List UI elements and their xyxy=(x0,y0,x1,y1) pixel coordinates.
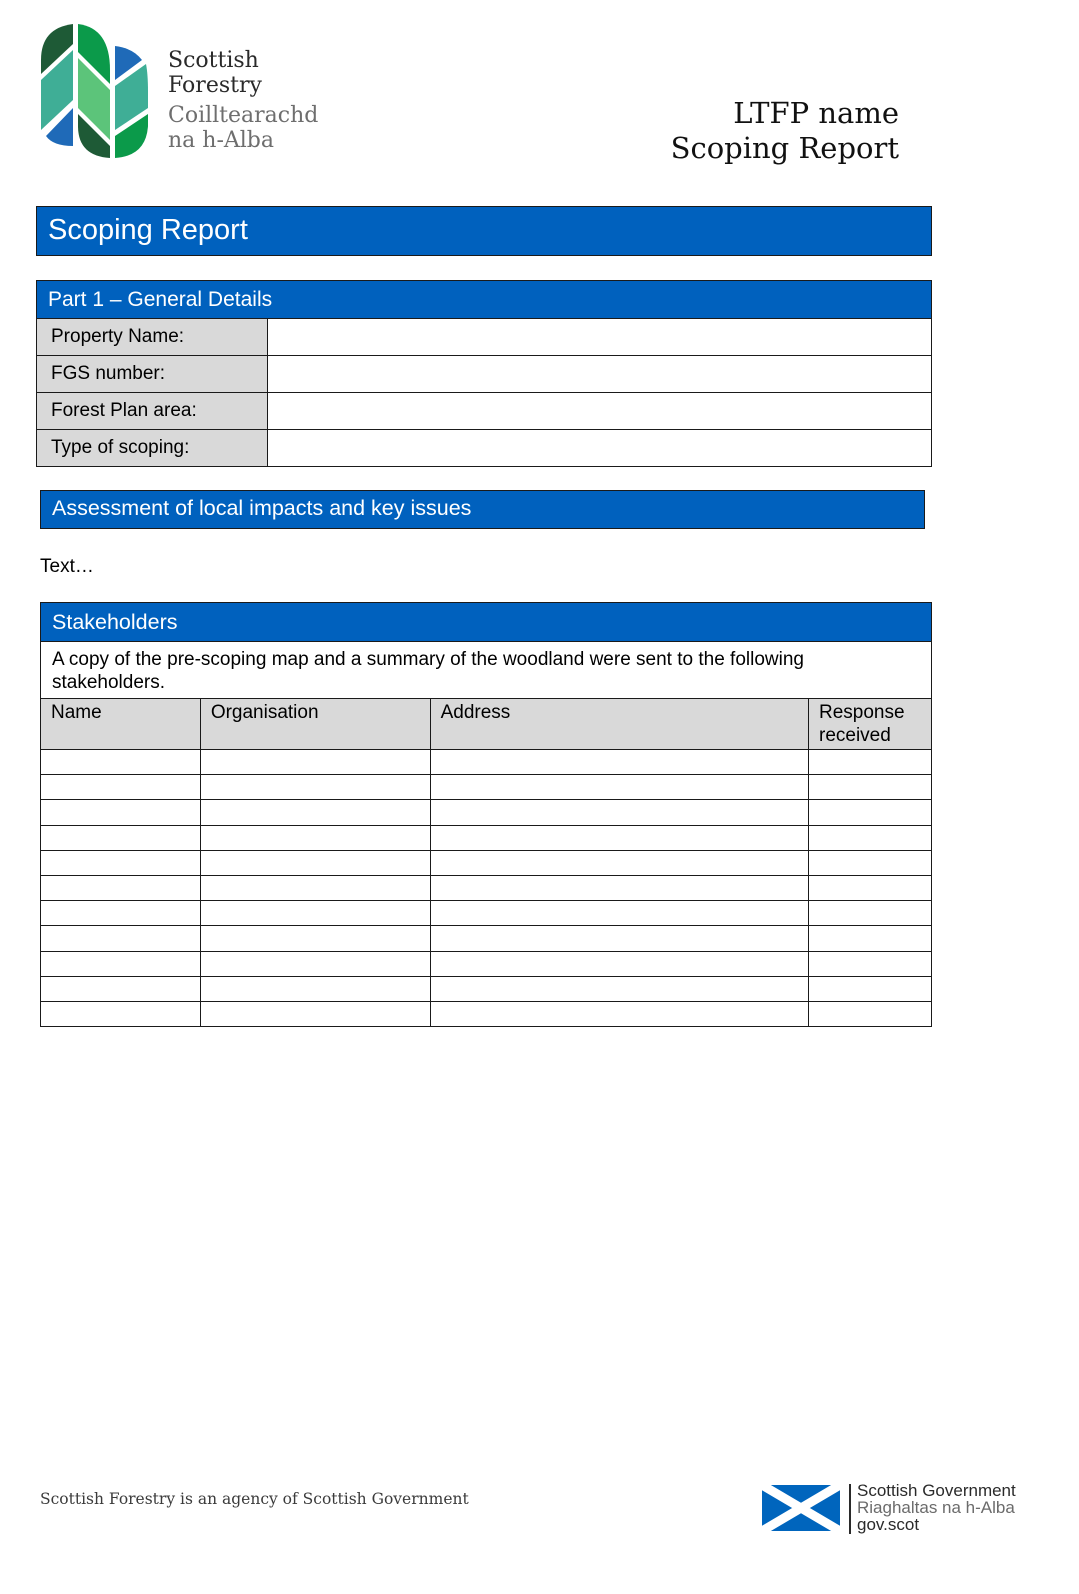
stakeholders-intro: A copy of the pre-scoping map and a summary of the woodland were sent to the following stakeholders. xyxy=(41,642,932,699)
address-cell[interactable] xyxy=(430,1001,808,1026)
table-row xyxy=(41,951,932,976)
table-row xyxy=(41,1001,932,1026)
name-cell[interactable] xyxy=(41,901,201,926)
response-cell[interactable] xyxy=(809,1001,932,1026)
document-title xyxy=(671,96,899,166)
property-name-label: Property Name: xyxy=(37,319,268,356)
response-cell[interactable] xyxy=(809,750,932,775)
name-cell[interactable] xyxy=(41,825,201,850)
organisation-cell[interactable] xyxy=(200,825,430,850)
response-cell[interactable] xyxy=(809,926,932,951)
logo-name-gd-line2: na h-Alba xyxy=(168,128,275,153)
fgs-number-field[interactable] xyxy=(268,356,932,393)
table-header-row xyxy=(41,699,932,750)
address-cell[interactable] xyxy=(430,926,808,951)
column-header-address: Address xyxy=(430,699,808,750)
response-cell[interactable] xyxy=(809,901,932,926)
page-title: Scoping Report xyxy=(48,214,248,246)
address-cell[interactable] xyxy=(430,875,808,900)
name-cell[interactable] xyxy=(41,976,201,1001)
response-cell[interactable] xyxy=(809,850,932,875)
saltire-flag-icon xyxy=(762,1485,840,1531)
type-of-scoping-field[interactable] xyxy=(268,430,932,467)
agency-statement: Scottish Forestry is an agency of Scottish Government xyxy=(40,1490,469,1508)
organisation-cell[interactable] xyxy=(200,976,430,1001)
name-cell[interactable] xyxy=(41,875,201,900)
sg-name-en: Scottish Government xyxy=(857,1481,1016,1500)
forest-plan-area-label: Forest Plan area: xyxy=(37,393,268,430)
assessment-heading-banner xyxy=(40,490,925,529)
organisation-cell[interactable] xyxy=(200,775,430,800)
address-cell[interactable] xyxy=(430,775,808,800)
address-cell[interactable] xyxy=(430,976,808,1001)
column-header-organisation: Organisation xyxy=(200,699,430,750)
name-cell[interactable] xyxy=(41,850,201,875)
assessment-heading: Assessment of local impacts and key issues xyxy=(52,496,472,520)
sg-domain: gov.scot xyxy=(857,1515,920,1534)
logo-name-en-line1: Scottish xyxy=(168,48,259,73)
table-row xyxy=(41,825,932,850)
property-name-field[interactable] xyxy=(268,319,932,356)
general-details-table xyxy=(36,280,932,467)
table-row xyxy=(41,901,932,926)
address-cell[interactable] xyxy=(430,850,808,875)
organisation-cell[interactable] xyxy=(200,850,430,875)
general-details-heading: Part 1 – General Details xyxy=(37,281,932,319)
name-cell[interactable] xyxy=(41,1001,201,1026)
table-row xyxy=(41,976,932,1001)
assessment-body-text[interactable]: Text… xyxy=(40,556,94,577)
name-cell[interactable] xyxy=(41,951,201,976)
page-title-banner xyxy=(36,206,932,256)
organisation-cell[interactable] xyxy=(200,901,430,926)
table-row xyxy=(37,319,932,356)
address-cell[interactable] xyxy=(430,825,808,850)
stakeholders-heading: Stakeholders xyxy=(41,603,932,642)
stakeholders-table xyxy=(40,602,932,1027)
table-row xyxy=(41,750,932,775)
response-cell[interactable] xyxy=(809,976,932,1001)
response-cell[interactable] xyxy=(809,951,932,976)
name-cell[interactable] xyxy=(41,775,201,800)
organisation-cell[interactable] xyxy=(200,951,430,976)
table-row xyxy=(37,393,932,430)
logo-name-en-line2: Forestry xyxy=(168,73,262,98)
name-cell[interactable] xyxy=(41,750,201,775)
scottish-government-wordmark xyxy=(857,1482,1016,1533)
sg-logo-divider xyxy=(849,1484,851,1534)
table-row xyxy=(41,926,932,951)
address-cell[interactable] xyxy=(430,750,808,775)
forest-plan-area-field[interactable] xyxy=(268,393,932,430)
sg-name-gd: Riaghaltas na h-Alba xyxy=(857,1498,1015,1517)
response-cell[interactable] xyxy=(809,800,932,825)
name-cell[interactable] xyxy=(41,926,201,951)
column-header-response-received: Response received xyxy=(809,699,932,750)
address-cell[interactable] xyxy=(430,800,808,825)
address-cell[interactable] xyxy=(430,901,808,926)
organisation-cell[interactable] xyxy=(200,750,430,775)
response-cell[interactable] xyxy=(809,825,932,850)
logo-wordmark xyxy=(168,48,318,153)
document-title-line2: Scoping Report xyxy=(670,131,899,165)
table-row xyxy=(41,775,932,800)
name-cell[interactable] xyxy=(41,800,201,825)
response-cell[interactable] xyxy=(809,775,932,800)
table-row xyxy=(37,430,932,467)
organisation-cell[interactable] xyxy=(200,800,430,825)
fgs-number-label: FGS number: xyxy=(37,356,268,393)
type-of-scoping-label: Type of scoping: xyxy=(37,430,268,467)
organisation-cell[interactable] xyxy=(200,1001,430,1026)
organisation-cell[interactable] xyxy=(200,926,430,951)
organisation-cell[interactable] xyxy=(200,875,430,900)
table-row xyxy=(41,875,932,900)
table-row xyxy=(37,356,932,393)
scottish-forestry-logo-icon xyxy=(38,22,150,162)
table-row xyxy=(41,850,932,875)
logo-name-gd-line1: Coilltearachd xyxy=(168,103,319,128)
column-header-name: Name xyxy=(41,699,201,750)
document-title-line1: LTFP name xyxy=(733,96,899,130)
address-cell[interactable] xyxy=(430,951,808,976)
response-cell[interactable] xyxy=(809,875,932,900)
table-row xyxy=(41,800,932,825)
